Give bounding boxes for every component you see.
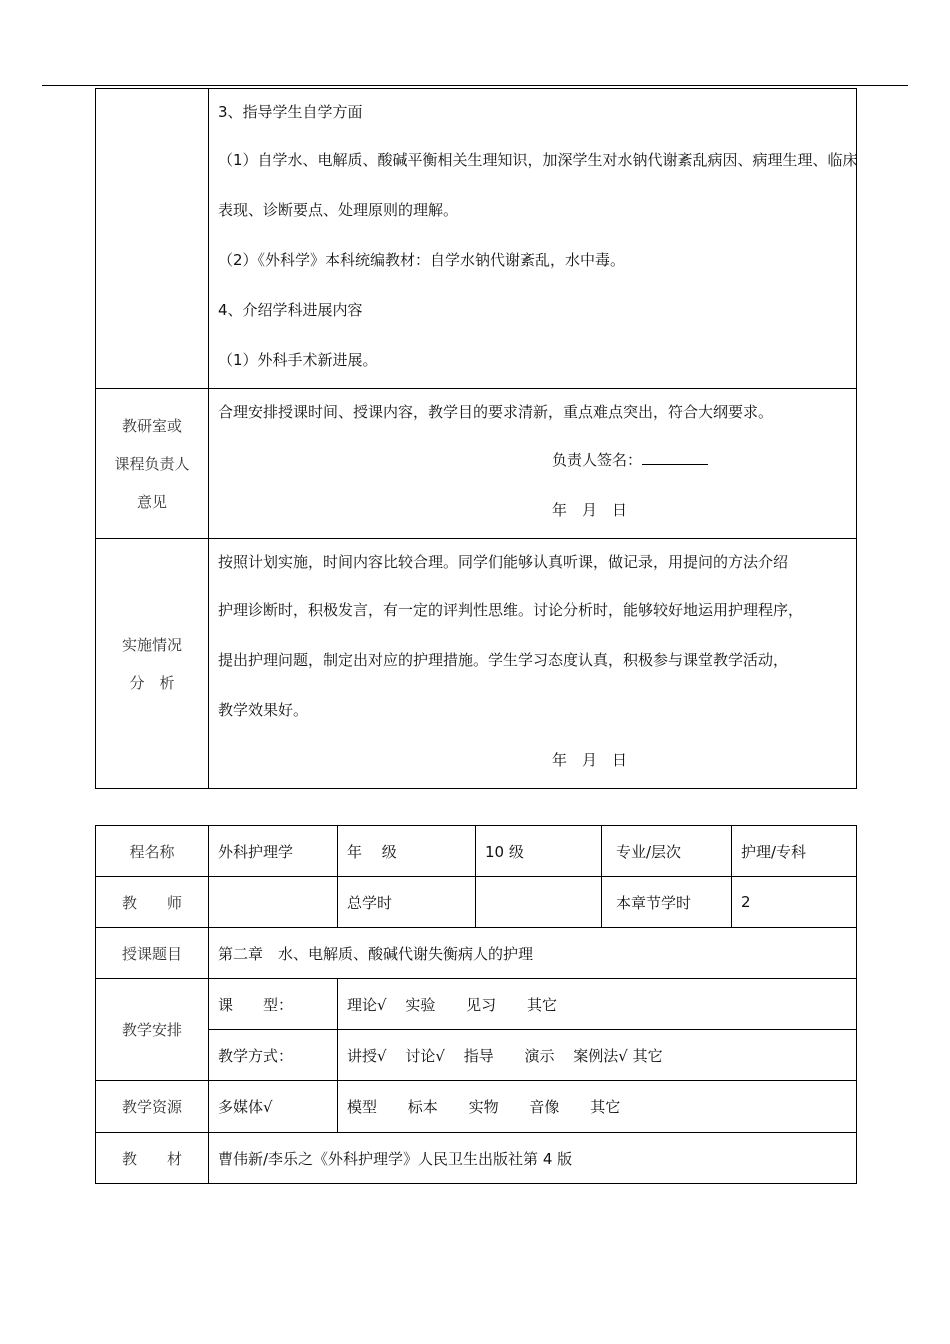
resource-option: 标本 [407, 1098, 438, 1116]
resources-label: 教学资源 [96, 1081, 209, 1133]
chapter-hours-value: 2 [732, 877, 857, 928]
review-text: 合理安排授课时间、授课内容，教学目的要求清新，重点难点突出，符合大纲要求。 [218, 403, 774, 421]
analysis-label-line: 分 析 [129, 673, 175, 692]
course-name-label: 程名称 [96, 826, 209, 877]
review-label [96, 389, 209, 539]
resource-option: 音像 [529, 1098, 560, 1116]
review-label-line: 课程负责人 [114, 454, 190, 473]
review-date: 年 月 日 [552, 501, 628, 519]
lesson-plan-table-top [95, 88, 857, 789]
method-option: 讲授√ [347, 1046, 387, 1065]
content-line: （1）自学水、电解质、酸碱平衡相关生理知识，加深学生对水钠代谢紊乱病因、病理生理、临床 [218, 151, 858, 169]
analysis-line: 按照计划实施，时间内容比较合理。同学们能够认真听课，做记录，用提问的方法介绍 [218, 553, 789, 571]
arrangement-label: 教学安排 [96, 979, 209, 1081]
resource-option: 模型 [347, 1098, 378, 1116]
total-hours-label: 总学时 [338, 877, 476, 928]
teacher-value [209, 877, 338, 928]
type-label: 课 型： [209, 979, 338, 1030]
method-label: 教学方式： [209, 1030, 338, 1081]
type-option: 实验 [405, 995, 436, 1014]
content-line: 4、介绍学科进展内容 [218, 301, 363, 319]
signature-line [218, 435, 848, 485]
type-option: 理论√ [347, 995, 387, 1014]
resource-option: 其它 [590, 1098, 621, 1116]
major-value: 护理/专科 [732, 826, 857, 877]
topic-label: 授课题目 [96, 928, 209, 979]
self-study-content [209, 89, 857, 389]
textbook-value: 曹伟新/李乐之《外科护理学》人民卫生出版社第 4 版 [209, 1133, 857, 1184]
analysis-content [209, 539, 857, 789]
content-line: （1）外科手术新进展。 [218, 351, 378, 369]
review-label-line: 教研室或 [121, 416, 182, 435]
analysis-line: 护理诊断时，积极发言，有一定的评判性思维。讨论分析时，能够较好地运用护理程序， [218, 601, 804, 619]
method-option: 其它 [632, 1046, 663, 1065]
resource-option: 实物 [468, 1098, 499, 1116]
textbook-label: 教 材 [96, 1133, 209, 1184]
empty-label-cell [96, 89, 209, 389]
method-option: 讨论√ [405, 1046, 445, 1065]
total-hours-value [476, 877, 602, 928]
course-name-value: 外科护理学 [209, 826, 338, 877]
content-line: （2）《外科学》本科统编教材：自学水钠代谢紊乱，水中毒。 [218, 251, 626, 269]
teacher-label: 教 师 [96, 877, 209, 928]
lesson-plan-table-bottom [95, 825, 857, 1184]
content-line: 3、指导学生自学方面 [218, 103, 363, 121]
topic-value: 第二章 水、电解质、酸碱代谢失衡病人的护理 [209, 928, 857, 979]
type-options [338, 979, 857, 1030]
content-line: 表现、诊断要点、处理原则的理解。 [218, 201, 459, 219]
analysis-label-line: 实施情况 [121, 635, 182, 654]
resources-main: 多媒体√ [209, 1081, 338, 1133]
method-options [338, 1030, 857, 1081]
analysis-line: 教学效果好。 [218, 701, 309, 719]
signature-blank [642, 448, 708, 465]
review-content [209, 389, 857, 539]
method-option: 指导 [463, 1046, 494, 1065]
major-label: 专业/层次 [602, 826, 732, 877]
type-option: 其它 [526, 995, 557, 1014]
signature-label: 负责人签名： [552, 451, 643, 469]
analysis-date: 年 月 日 [552, 751, 628, 769]
resources-options [338, 1081, 857, 1133]
method-option: 案例法√ [573, 1046, 628, 1065]
chapter-hours-label: 本章节学时 [602, 877, 732, 928]
analysis-label [96, 539, 209, 789]
analysis-line: 提出护理问题，制定出对应的护理措施。学生学习态度认真，积极参与课堂教学活动， [218, 651, 789, 669]
grade-label: 年 级 [338, 826, 476, 877]
review-label-line: 意见 [136, 492, 167, 511]
method-option: 演示 [524, 1046, 555, 1065]
header-rule [42, 85, 908, 86]
grade-value: 10 级 [476, 826, 602, 877]
type-option: 见习 [466, 995, 497, 1014]
